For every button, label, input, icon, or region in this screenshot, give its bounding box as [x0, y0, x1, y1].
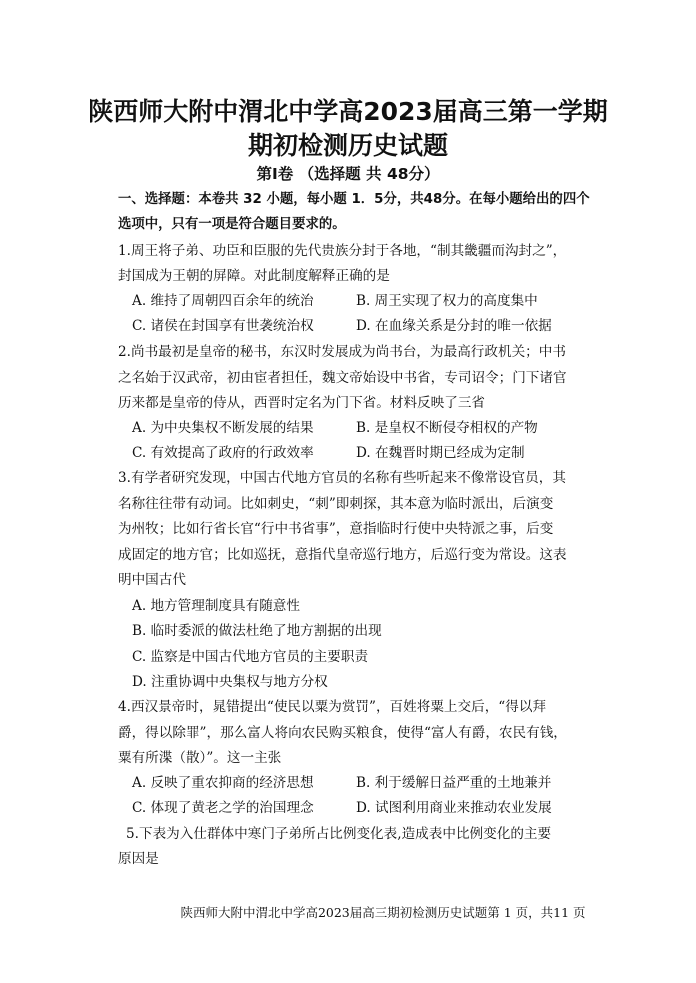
- question-4-option-c: C. 体现了黄老之学的治国理念: [132, 800, 314, 816]
- question-4-option-a: A. 反映了重农抑商的经济思想: [132, 775, 314, 791]
- question-1-option-c: C. 诸侯在封国享有世袭统治权: [132, 318, 314, 334]
- question-2-option-b: B. 是皇权不断侵夺相权的产物: [356, 420, 538, 436]
- exam-title-line-2: 期初检测历史试题: [247, 131, 448, 160]
- question-5-stem-line-2: 原因是: [118, 851, 159, 867]
- question-3-option-b: B. 临时委派的做法杜绝了地方割据的出现: [132, 623, 382, 639]
- question-1-option-b: B. 周王实现了权力的高度集中: [356, 293, 538, 309]
- question-2-stem-line-3: 历来都是皇帝的侍从，西晋时定名为门下省。材料反映了三省: [118, 395, 486, 411]
- instructions-line-1: 一、选择题：本卷共 32 小题，每小题 1．5分，共48分。在每小题给出的四个: [118, 192, 590, 207]
- section-title: 第Ⅰ卷 （选择题 共 48分）: [256, 165, 440, 183]
- question-4-option-d: D. 试图利用商业来推动农业发展: [356, 800, 552, 816]
- exam-title-line-1: 陕西师大附中渭北中学高2023届高三第一学期: [88, 97, 608, 126]
- question-3-stem-line-3: 为州牧；比如行省长官“行中书省事”，意指临时行使中央特派之事，后变: [118, 521, 554, 537]
- question-3-stem-line-4: 成固定的地方官；比如巡抚，意指代皇帝巡行地方，后巡行变为常设。这表: [118, 547, 567, 563]
- page-footer: 陕西师大附中渭北中学高2023届高三期初检测历史试题第 1 页，共11 页: [180, 905, 586, 920]
- question-4-stem-line-2: 爵，得以除罪”，那么富人将向农民购买粮食，使得“富人有爵，农民有钱，: [118, 725, 567, 741]
- question-1-option-d: D. 在血缘关系是分封的唯一依据: [356, 318, 552, 334]
- question-3-stem-line-1: 3.有学者研究发现，中国古代地方官员的名称有些听起来不像常设官员，其: [118, 470, 566, 486]
- question-2-option-a: A. 为中央集权不断发展的结果: [132, 420, 314, 436]
- instructions-line-2: 选项中，只有一项是符合题目要求的。: [118, 217, 346, 232]
- question-3-option-c: C. 监察是中国古代地方官员的主要职责: [132, 649, 369, 665]
- question-2-option-c: C. 有效提高了政府的行政效率: [132, 445, 314, 461]
- question-2-stem-line-1: 2.尚书最初是皇帝的秘书，东汉时发展成为尚书台，为最高行政机关；中书: [118, 344, 566, 360]
- question-3-stem-line-5: 明中国古代: [118, 572, 186, 588]
- question-1-option-a: A. 维持了周朝四百余年的统治: [132, 293, 314, 309]
- question-4-option-b: B. 利于缓解日益严重的土地兼并: [356, 775, 552, 791]
- question-3-option-a: A. 地方管理制度具有随意性: [132, 598, 300, 614]
- question-1-stem-line-1: 1.周王将子弟、功臣和臣服的先代贵族分封于各地，“制其畿疆而沟封之”，: [118, 243, 567, 259]
- question-3-option-d: D. 注重协调中央集权与地方分权: [132, 674, 328, 690]
- question-4-stem-line-1: 4.西汉景帝时，晁错提出“使民以粟为赏罚”，百姓将粟上交后，“得以拜: [118, 699, 547, 715]
- question-2-stem-line-2: 之名始于汉武帝，初由宦者担任，魏文帝始设中书省，专司诏令；门下诸官: [118, 370, 567, 386]
- question-5-stem-line-1: 5.下表为入仕群体中寒门子弟所占比例变化表,造成表中比例变化的主要: [126, 826, 552, 842]
- question-3-stem-line-2: 名称往往带有动词。比如刺史，“刺”即刺探，其本意为临时派出，后演变: [118, 496, 554, 512]
- question-1-stem-line-2: 封国成为王朝的屏障。对此制度解释正确的是: [118, 268, 390, 284]
- question-4-stem-line-3: 粟有所渫（散）”。这一主张: [118, 750, 282, 766]
- question-2-option-d: D. 在魏晋时期已经成为定制: [356, 445, 525, 461]
